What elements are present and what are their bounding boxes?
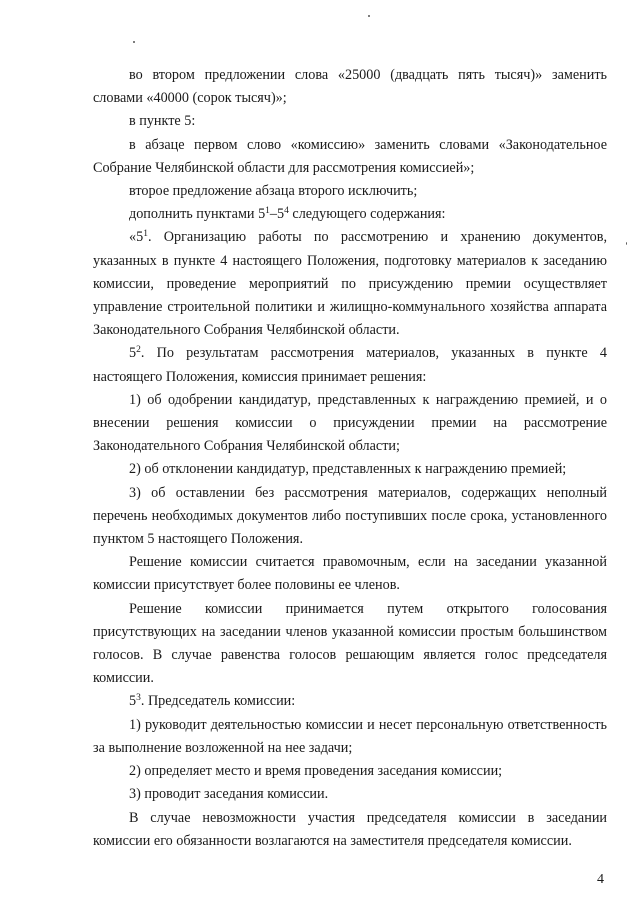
document-body [93,64,607,853]
paragraph: В случае невозможности участия председателя комиссии в заседании комиссии его обязанности возлагаются на заместителя председателя комиссии. [93,809,607,849]
paragraph: 2) определяет место и время проведения заседания комиссии; [129,763,503,780]
scan-speck [368,15,370,17]
paragraph: во втором предложении слова «25000 (двадцать пять тысяч)» заменить словами «40000 (сорок тысяч)»; [93,67,607,107]
paragraph: «$5^1$. Организацию работы по рассмотрению и хранению документов, указанных в пункте 4 настоящего Положения, подготовку материалов к заседанию комиссии, проведение мероприятий по присуждению премии осуществляет управление строительной политики и жилищно-коммунального хозяйства аппарата Законодательного Собрания Челябинской области. [93,229,607,339]
paragraph: дополнить пунктами $5^1-5^4$ следующего содержания: [129,206,446,223]
paragraph: $5^2$. По результатам рассмотрения материалов, указанных в пункте 4 настоящего Положения, комиссия принимает решения: [93,345,607,385]
paragraph: второе предложение абзаца второго исключить; [129,183,418,200]
paragraph: 3) проводит заседания комиссии. [129,786,329,803]
paragraph: Решение комиссии принимается путем открытого голосования присутствующих на заседании членов указанной комиссии простым большинством голосов. В случае равенства голосов решающим является голос председателя комиссии. [93,600,607,687]
scan-speck [626,242,627,245]
paragraph: Решение комиссии считается правомочным, если на заседании указанной комиссии присутствует более половины ее членов. [93,554,607,594]
paragraph: 2) об отклонении кандидатур, представленных к награждению премией; [129,461,567,478]
paragraph: 3) об оставлении без рассмотрения материалов, содержащих неполный перечень необходимых документов либо поступивших после срока, установленного пунктом 5 настоящего Положения. [93,484,607,548]
paragraph: $5^3$. Председатель комиссии: [129,693,296,710]
paragraph: 1) об одобрении кандидатур, представленных к награждению премией, и о внесении решения комиссии о присуждении премии на рассмотрение Законодательного Собрания Челябинской области; [93,391,607,455]
paragraph: 1) руководит деятельностью комиссии и несет персональную ответственность за выполнение возложенной на нее задачи; [93,716,607,756]
scan-speck [133,41,135,43]
paragraph: в абзаце первом слово «комиссию» заменить словами «Законодательное Собрание Челябинской области для рассмотрения комиссией»; [93,136,607,176]
page-number: 4 [597,872,604,887]
paragraph: в пункте 5: [129,113,196,130]
